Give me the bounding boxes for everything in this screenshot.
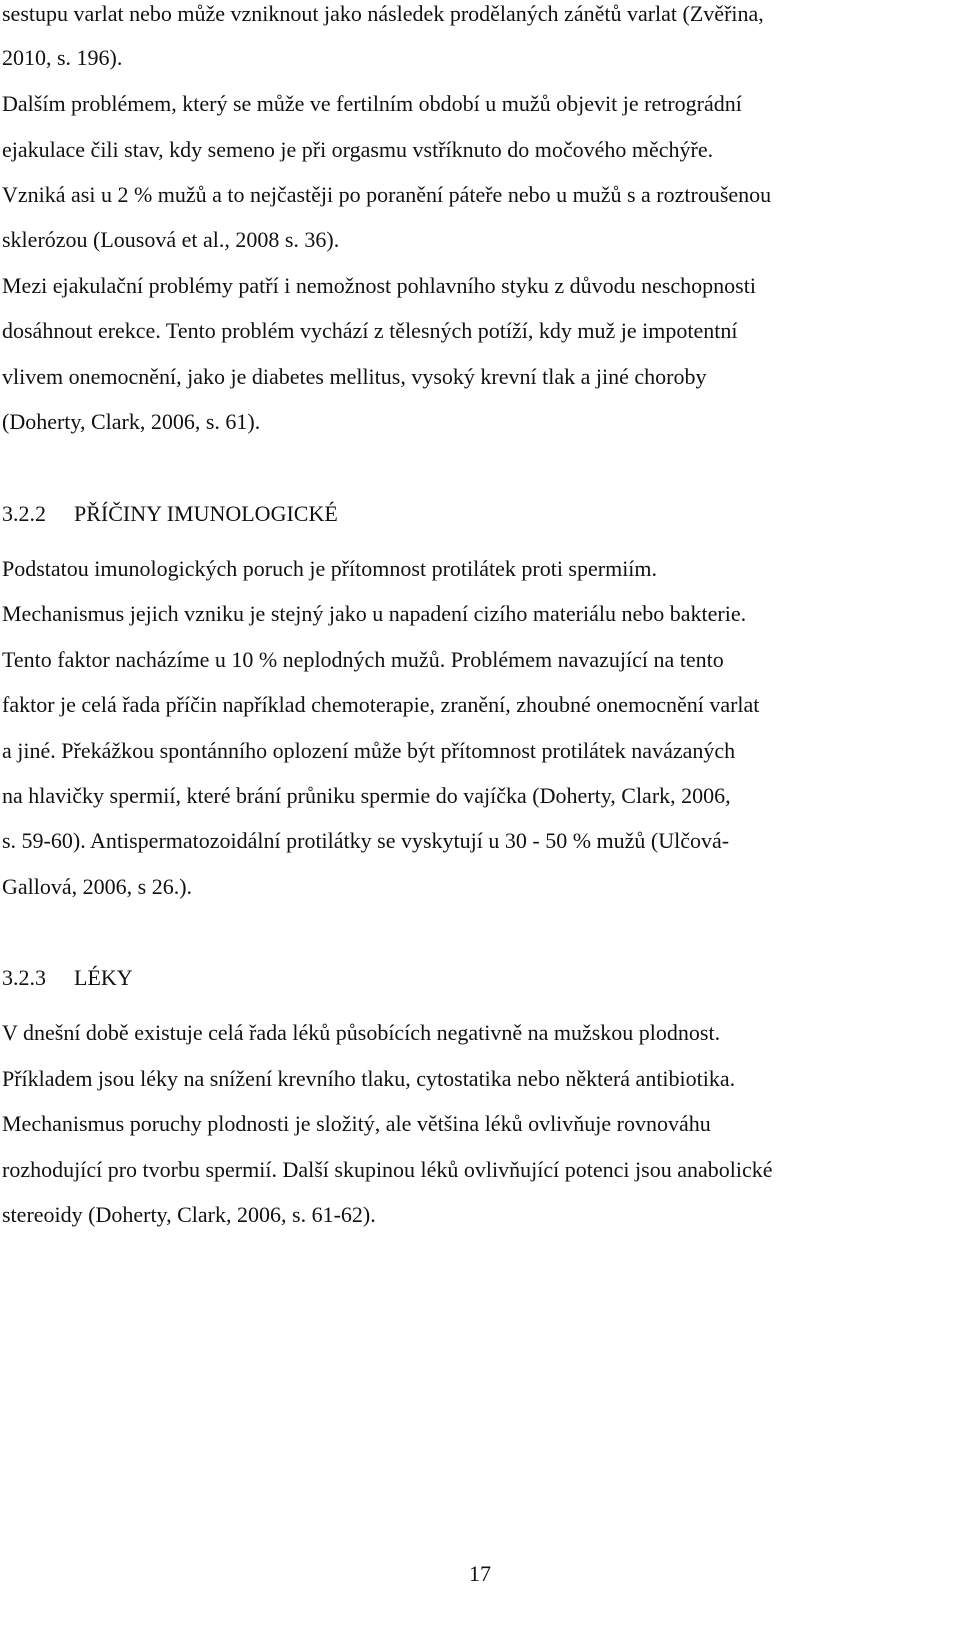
text-line: Příkladem jsou léky na snížení krevního tlaku, cytostatika nebo některá antibiotika. — [2, 1066, 736, 1091]
text-line: a jiné. Překážkou spontánního oplození může být přítomnost protilátek navázaných — [2, 738, 736, 763]
section-title: PŘÍČINY IMUNOLOGICKÉ — [74, 501, 338, 526]
text-line: dosáhnout erekce. Tento problém vychází z tělesných potíží, kdy muž je impotentní — [2, 318, 738, 343]
page-number: 17 — [469, 1561, 491, 1586]
text-line: Vzniká asi u 2 % mužů a to nejčastěji po poranění páteře nebo u mužů s a roztroušenou — [2, 182, 772, 207]
text-line: rozhodující pro tvorbu spermií. Další skupinou léků ovlivňující potenci jsou anabolické — [2, 1157, 773, 1182]
text-line: V dnešní době existuje celá řada léků působících negativně na mužskou plodnost. — [2, 1020, 721, 1045]
text-line: Gallová, 2006, s 26.). — [2, 874, 193, 899]
section-heading-3-2-2 — [2, 500, 338, 528]
text-line: na hlavičky spermií, které brání průniku spermie do vajíčka (Doherty, Clark, 2006, — [2, 783, 731, 808]
text-line: stereoidy (Doherty, Clark, 2006, s. 61-62). — [2, 1202, 376, 1227]
text-line: sklerózou (Lousová et al., 2008 s. 36). — [2, 227, 340, 252]
text-line: s. 59-60). Antispermatozoidální protilátky se vyskytují u 30 - 50 % mužů (Ulčová- — [2, 828, 730, 853]
text-line: Mezi ejakulační problémy patří i nemožnost pohlavního styku z důvodu neschopnosti — [2, 273, 756, 298]
text-line: Mechanismus jejich vzniku je stejný jako u napadení cizího materiálu nebo bakterie. — [2, 601, 747, 626]
section-number: 3.2.3 — [2, 965, 46, 990]
text-line: faktor je celá řada příčin například chemoterapie, zranění, zhoubné onemocnění varlat — [2, 692, 760, 717]
section-title: LÉKY — [74, 965, 133, 990]
text-line: 2010, s. 196). — [2, 45, 123, 70]
section-heading-3-2-3 — [2, 964, 133, 992]
text-line: sestupu varlat nebo může vzniknout jako následek prodělaných zánětů varlat (Zvěřina, — [2, 1, 764, 26]
text-line: Mechanismus poruchy plodnosti je složitý, ale většina léků ovlivňuje rovnováhu — [2, 1111, 711, 1136]
text-line: (Doherty, Clark, 2006, s. 61). — [2, 409, 261, 434]
section-number: 3.2.2 — [2, 501, 46, 526]
text-line: vlivem onemocnění, jako je diabetes mellitus, vysoký krevní tlak a jiné choroby — [2, 364, 707, 389]
text-line: Dalším problémem, který se může ve fertilním období u mužů objevit je retrográdní — [2, 91, 742, 116]
text-line: ejakulace čili stav, kdy semeno je při orgasmu vstříknuto do močového měchýře. — [2, 137, 714, 162]
text-line: Tento faktor nacházíme u 10 % neplodných mužů. Problémem navazující na tento — [2, 647, 724, 672]
text-line: Podstatou imunologických poruch je přítomnost protilátek proti spermiím. — [2, 556, 658, 581]
